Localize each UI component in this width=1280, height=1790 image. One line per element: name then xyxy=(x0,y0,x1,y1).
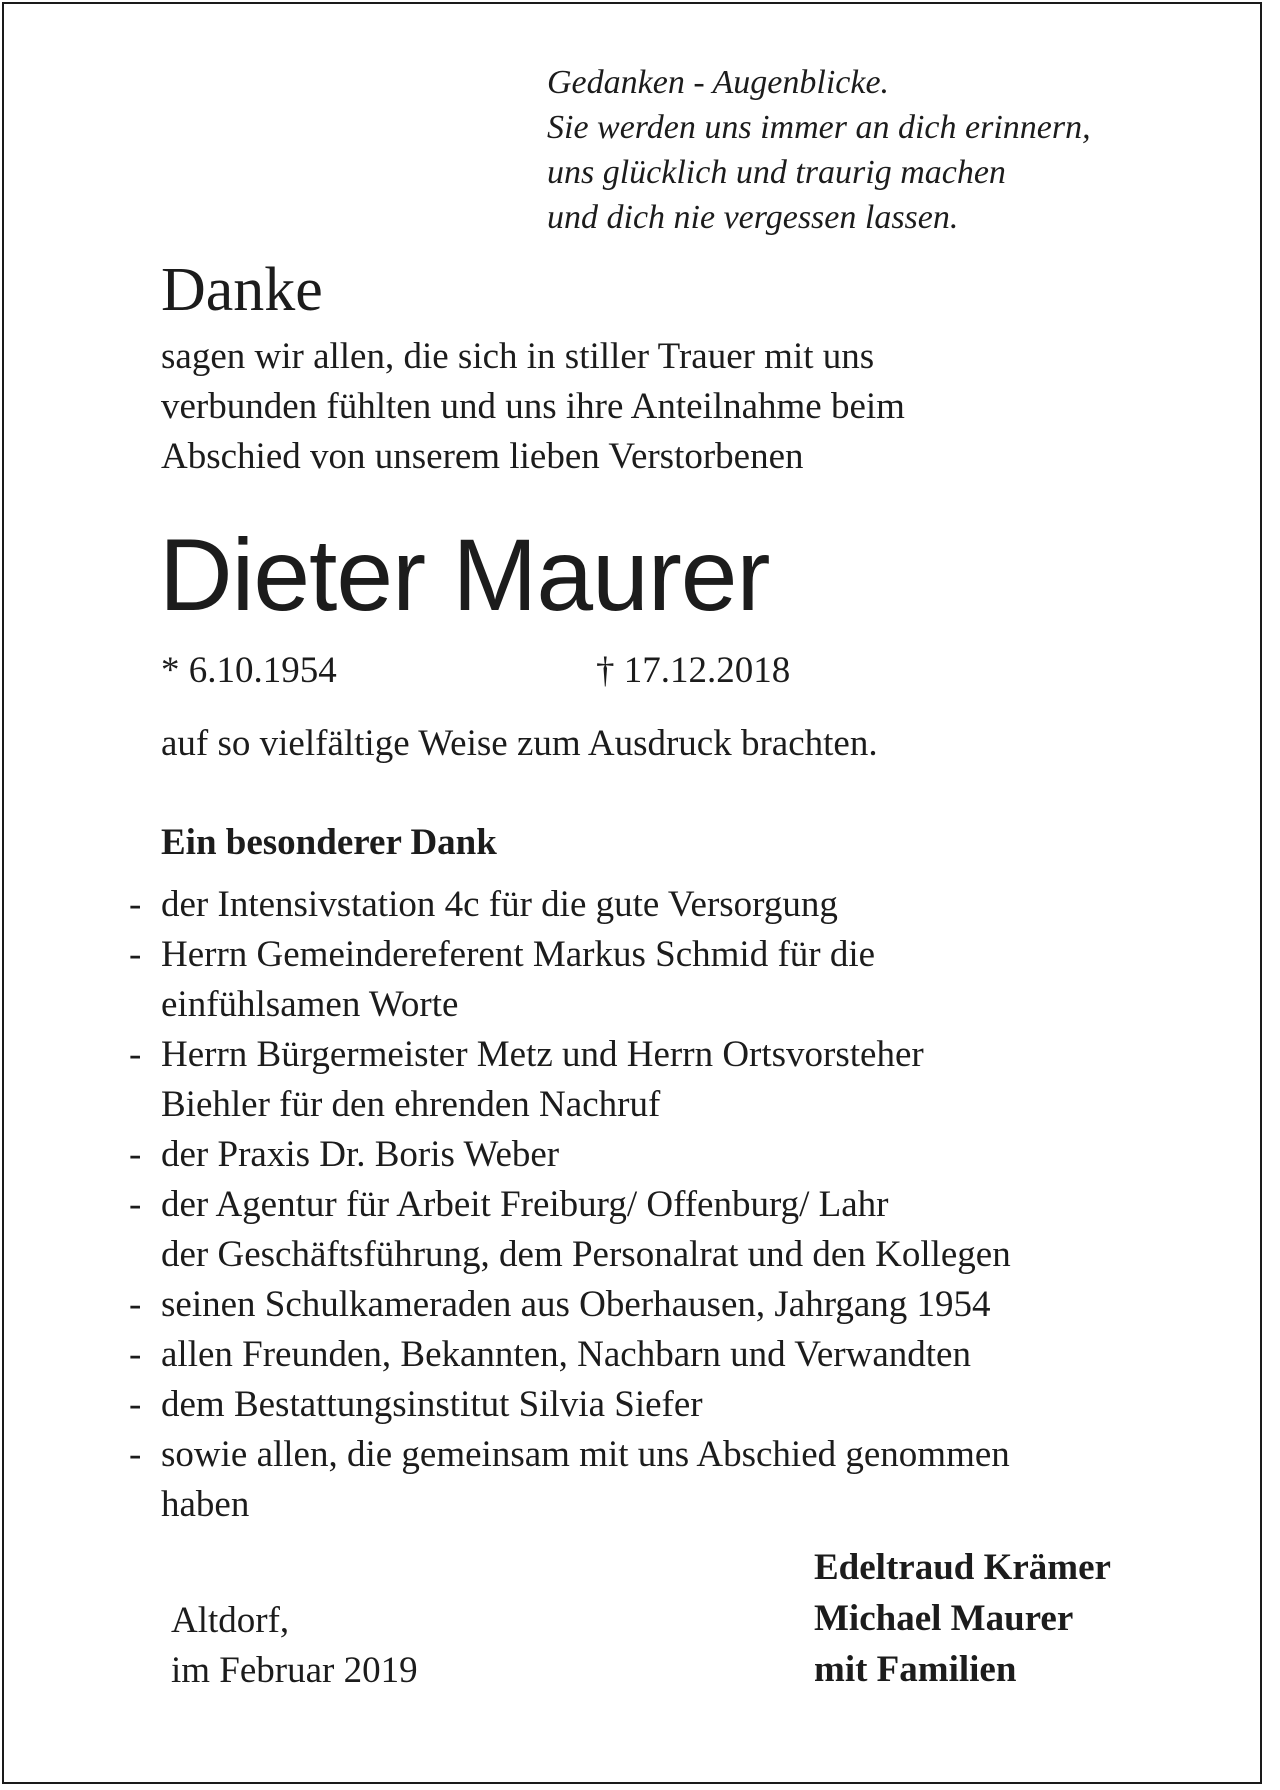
deceased-name: Dieter Maurer xyxy=(159,518,770,632)
closing-text: auf so vielfältige Weise zum Ausdruck brachten. xyxy=(161,723,878,764)
poem-line: Sie werden uns immer an dich erinnern, xyxy=(547,109,1091,146)
death-date: † 17.12.2018 xyxy=(596,650,791,691)
list-dash: - xyxy=(129,1334,142,1375)
list-item xyxy=(129,1430,1011,1530)
poem-line: und dich nie vergessen lassen. xyxy=(547,199,959,236)
list-item-line: der Praxis Dr. Boris Weber xyxy=(161,1134,560,1175)
signer-line: Edeltraud Krämer xyxy=(814,1547,1111,1588)
intro-line: Abschied von unserem lieben Verstorbenen xyxy=(161,436,804,477)
list-item xyxy=(129,1180,1011,1280)
poem-line: uns glücklich und traurig machen xyxy=(547,154,1006,191)
list-item-line: haben xyxy=(161,1484,250,1525)
list-item-line: seinen Schulkameraden aus Oberhausen, Jahrgang 1954 xyxy=(161,1284,991,1325)
list-item xyxy=(129,1380,1011,1430)
place-date xyxy=(171,1596,418,1696)
list-item xyxy=(129,1130,1011,1180)
list-item-line: Biehler für den ehrenden Nachruf xyxy=(161,1084,661,1125)
obituary-notice xyxy=(2,2,1262,1784)
list-item-line: der Agentur für Arbeit Freiburg/ Offenburg/ Lahr xyxy=(161,1184,889,1225)
list-item-line: sowie allen, die gemeinsam mit uns Abschied genommen xyxy=(161,1434,1010,1475)
signer-line: Michael Maurer xyxy=(814,1598,1074,1639)
list-dash: - xyxy=(129,884,142,925)
list-dash: - xyxy=(129,1284,142,1325)
poem-line: Gedanken - Augenblicke. xyxy=(547,64,890,101)
list-item-line: einfühlsamen Worte xyxy=(161,984,459,1025)
birth-date: * 6.10.1954 xyxy=(161,650,337,691)
poem xyxy=(547,60,1091,240)
list-item-line: der Geschäftsführung, dem Personalrat und den Kollegen xyxy=(161,1234,1011,1275)
list-item xyxy=(129,1330,1011,1380)
intro-line: verbunden fühlten und uns ihre Anteilnahme beim xyxy=(161,386,905,427)
list-item-line: dem Bestattungsinstitut Silvia Siefer xyxy=(161,1384,703,1425)
place: Altdorf, xyxy=(171,1600,290,1641)
intro-line: sagen wir allen, die sich in stiller Trauer mit uns xyxy=(161,336,875,377)
list-item-line: Herrn Bürgermeister Metz und Herrn Ortsvorsteher xyxy=(161,1034,924,1075)
thanks-heading: Danke xyxy=(161,256,323,324)
list-dash: - xyxy=(129,1434,142,1475)
list-item-line: allen Freunden, Bekannten, Nachbarn und Verwandten xyxy=(161,1334,971,1375)
list-dash: - xyxy=(129,1184,142,1225)
intro-text xyxy=(161,332,905,482)
list-dash: - xyxy=(129,934,142,975)
list-item xyxy=(129,930,1011,1030)
list-item xyxy=(129,1280,1011,1330)
date: im Februar 2019 xyxy=(171,1650,418,1691)
signer-line: mit Familien xyxy=(814,1649,1017,1690)
list-item-line: Herrn Gemeindereferent Markus Schmid für die xyxy=(161,934,876,975)
special-thanks-list xyxy=(129,880,1011,1530)
list-dash: - xyxy=(129,1034,142,1075)
list-item xyxy=(129,1030,1011,1130)
list-item xyxy=(129,880,1011,930)
special-thanks-heading: Ein besonderer Dank xyxy=(161,822,497,863)
list-dash: - xyxy=(129,1134,142,1175)
list-item-line: der Intensivstation 4c für die gute Versorgung xyxy=(161,884,838,925)
signers xyxy=(814,1542,1111,1695)
list-dash: - xyxy=(129,1384,142,1425)
